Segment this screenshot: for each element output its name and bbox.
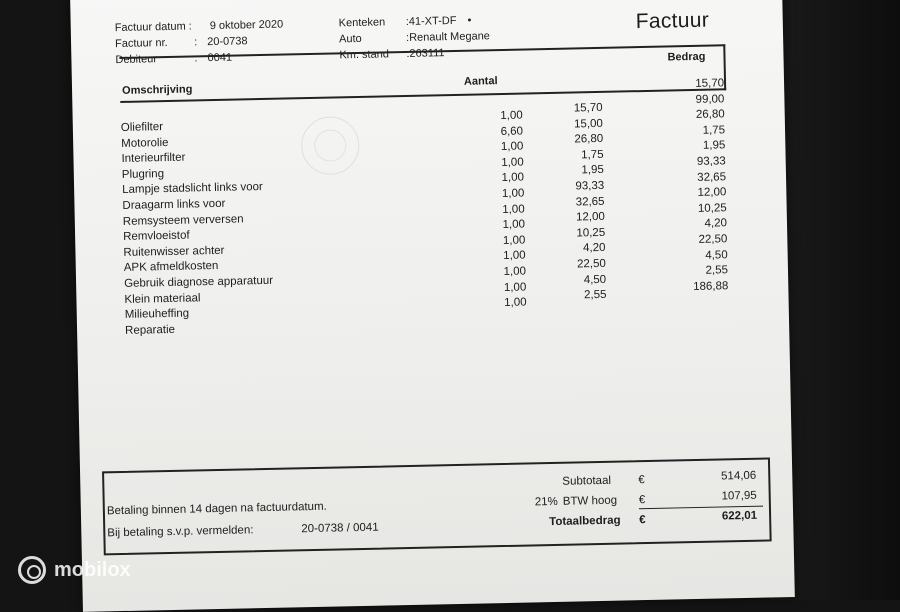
line-quantity: 1,00 bbox=[503, 249, 526, 263]
line-quantity: 1,00 bbox=[503, 265, 527, 278]
column-header-qty: Aantal bbox=[463, 75, 498, 88]
line-description: Interieurfilter bbox=[121, 151, 186, 166]
line-amount: 2,55 bbox=[705, 264, 729, 277]
line-amount: 1,95 bbox=[702, 139, 726, 153]
line-unit-price: 15,00 bbox=[573, 117, 603, 131]
line-quantity: 6,60 bbox=[500, 125, 524, 138]
line-description: Milieuheffing bbox=[124, 307, 190, 322]
car: :Renault Megane bbox=[405, 30, 490, 44]
line-amount: 22,50 bbox=[698, 233, 728, 246]
km-label: Km. stand bbox=[339, 48, 390, 62]
invoice-nr-row bbox=[115, 34, 248, 51]
line-amount: 99,00 bbox=[695, 92, 725, 106]
mobilox-logo-icon bbox=[18, 556, 46, 584]
subtotal-label: Subtotaal bbox=[562, 474, 612, 488]
line-unit-price: 4,20 bbox=[582, 242, 606, 255]
line-description: Remsysteem verversen bbox=[122, 213, 244, 228]
total-value: 622,01 bbox=[721, 509, 758, 523]
subtotal-currency: € bbox=[638, 474, 645, 487]
invoice-paper bbox=[70, 0, 795, 612]
line-unit-price: 10,25 bbox=[576, 226, 606, 240]
line-amount: 4,20 bbox=[704, 217, 728, 231]
line-amount: 1,75 bbox=[702, 124, 726, 137]
line-quantity: 1,00 bbox=[500, 109, 523, 123]
invoice-nr-label: Factuur nr. bbox=[114, 36, 168, 51]
line-unit-price: 32,65 bbox=[575, 195, 605, 209]
vat-value: 107,95 bbox=[721, 489, 757, 503]
line-amount: 93,33 bbox=[696, 155, 726, 168]
column-header-description: Omschrijving bbox=[121, 83, 193, 97]
line-quantity: 1,00 bbox=[502, 218, 526, 232]
line-unit-price: 93,33 bbox=[575, 179, 605, 193]
line-amount: 32,65 bbox=[697, 170, 727, 184]
vat-rate: 21% bbox=[534, 495, 558, 509]
line-description: Remvloeistof bbox=[123, 229, 190, 244]
line-quantity: 1,00 bbox=[501, 156, 524, 169]
car-label: Auto bbox=[338, 32, 362, 46]
line-quantity: 1,00 bbox=[500, 140, 524, 154]
paper-stamp-mark bbox=[301, 116, 360, 175]
line-unit-price: 26,80 bbox=[574, 133, 604, 146]
vat-label: BTW hoog bbox=[562, 494, 618, 508]
invoice-nr: 20-0738 bbox=[207, 35, 248, 49]
debtor: 0041 bbox=[207, 51, 233, 65]
invoice-date-row bbox=[115, 18, 284, 36]
debtor-label: Debiteur bbox=[115, 53, 158, 67]
line-quantity: 1,00 bbox=[502, 203, 525, 216]
line-amount: 15,70 bbox=[695, 77, 725, 90]
total-label: Totaalbedrag bbox=[549, 514, 621, 529]
vat-underline bbox=[639, 506, 763, 510]
line-description: APK afmeldkosten bbox=[123, 260, 219, 275]
vat-currency: € bbox=[638, 494, 646, 507]
plate: :41-XT-DF bbox=[405, 14, 457, 28]
line-description: Draagarm links voor bbox=[122, 197, 226, 212]
line-description: Motorolie bbox=[121, 136, 169, 150]
subtotal-value: 514,06 bbox=[720, 469, 757, 483]
debtor-sep: : bbox=[194, 52, 198, 65]
line-description: Ruitenwisser achter bbox=[123, 244, 225, 259]
line-description: Lampje stadslicht links voor bbox=[122, 181, 263, 197]
line-quantity: 1,00 bbox=[503, 281, 527, 294]
line-unit-price: 12,00 bbox=[575, 211, 605, 224]
line-amount: 4,50 bbox=[705, 248, 728, 262]
car-row bbox=[339, 29, 490, 46]
payment-terms: Betaling binnen 14 dagen na factuurdatum. bbox=[106, 500, 327, 518]
totals-box bbox=[102, 457, 772, 555]
column-header-amount: Bedrag bbox=[667, 50, 706, 64]
line-quantity: 1,00 bbox=[504, 296, 527, 310]
line-unit-price: 22,50 bbox=[576, 257, 606, 271]
watermark bbox=[18, 556, 131, 584]
line-description: Gebruik diagnose apparatuur bbox=[123, 274, 274, 290]
total-currency: € bbox=[639, 514, 646, 527]
line-description: Klein materiaal bbox=[124, 291, 201, 306]
reference-value: 20-0738 / 0041 bbox=[301, 521, 379, 536]
line-amount: 10,25 bbox=[697, 202, 727, 215]
line-quantity: 1,00 bbox=[501, 171, 525, 185]
reference-label: Bij betaling s.v.p. vermelden: bbox=[107, 524, 254, 540]
line-description: Oliefilter bbox=[120, 121, 164, 134]
document-title: Factuur bbox=[635, 8, 710, 34]
line-unit-price: 2,55 bbox=[583, 289, 607, 302]
line-description: Reparatie bbox=[124, 323, 176, 337]
plate-row: Kenteken :41-XT-DF • bbox=[338, 14, 472, 30]
watermark-brand: mobilox bbox=[54, 558, 131, 581]
invoice-date: 9 oktober 2020 bbox=[209, 18, 284, 33]
line-amount: 26,80 bbox=[695, 108, 725, 122]
line-description: Plugring bbox=[121, 167, 165, 181]
line-quantity: 1,00 bbox=[502, 234, 526, 247]
invoice-date-label: Factuur datum : bbox=[114, 20, 192, 35]
line-amount: 186,88 bbox=[692, 280, 729, 293]
line-amount: 12,00 bbox=[697, 186, 727, 200]
line-unit-price: 1,95 bbox=[581, 164, 604, 177]
invoice-nr-sep: : bbox=[194, 36, 198, 49]
plate-label: Kenteken bbox=[338, 16, 386, 30]
line-unit-price: 4,50 bbox=[583, 273, 607, 286]
km: :263111 bbox=[406, 47, 445, 60]
line-unit-price: 15,70 bbox=[573, 101, 603, 115]
line-unit-price: 1,75 bbox=[581, 148, 604, 162]
line-quantity: 1,00 bbox=[501, 187, 525, 200]
